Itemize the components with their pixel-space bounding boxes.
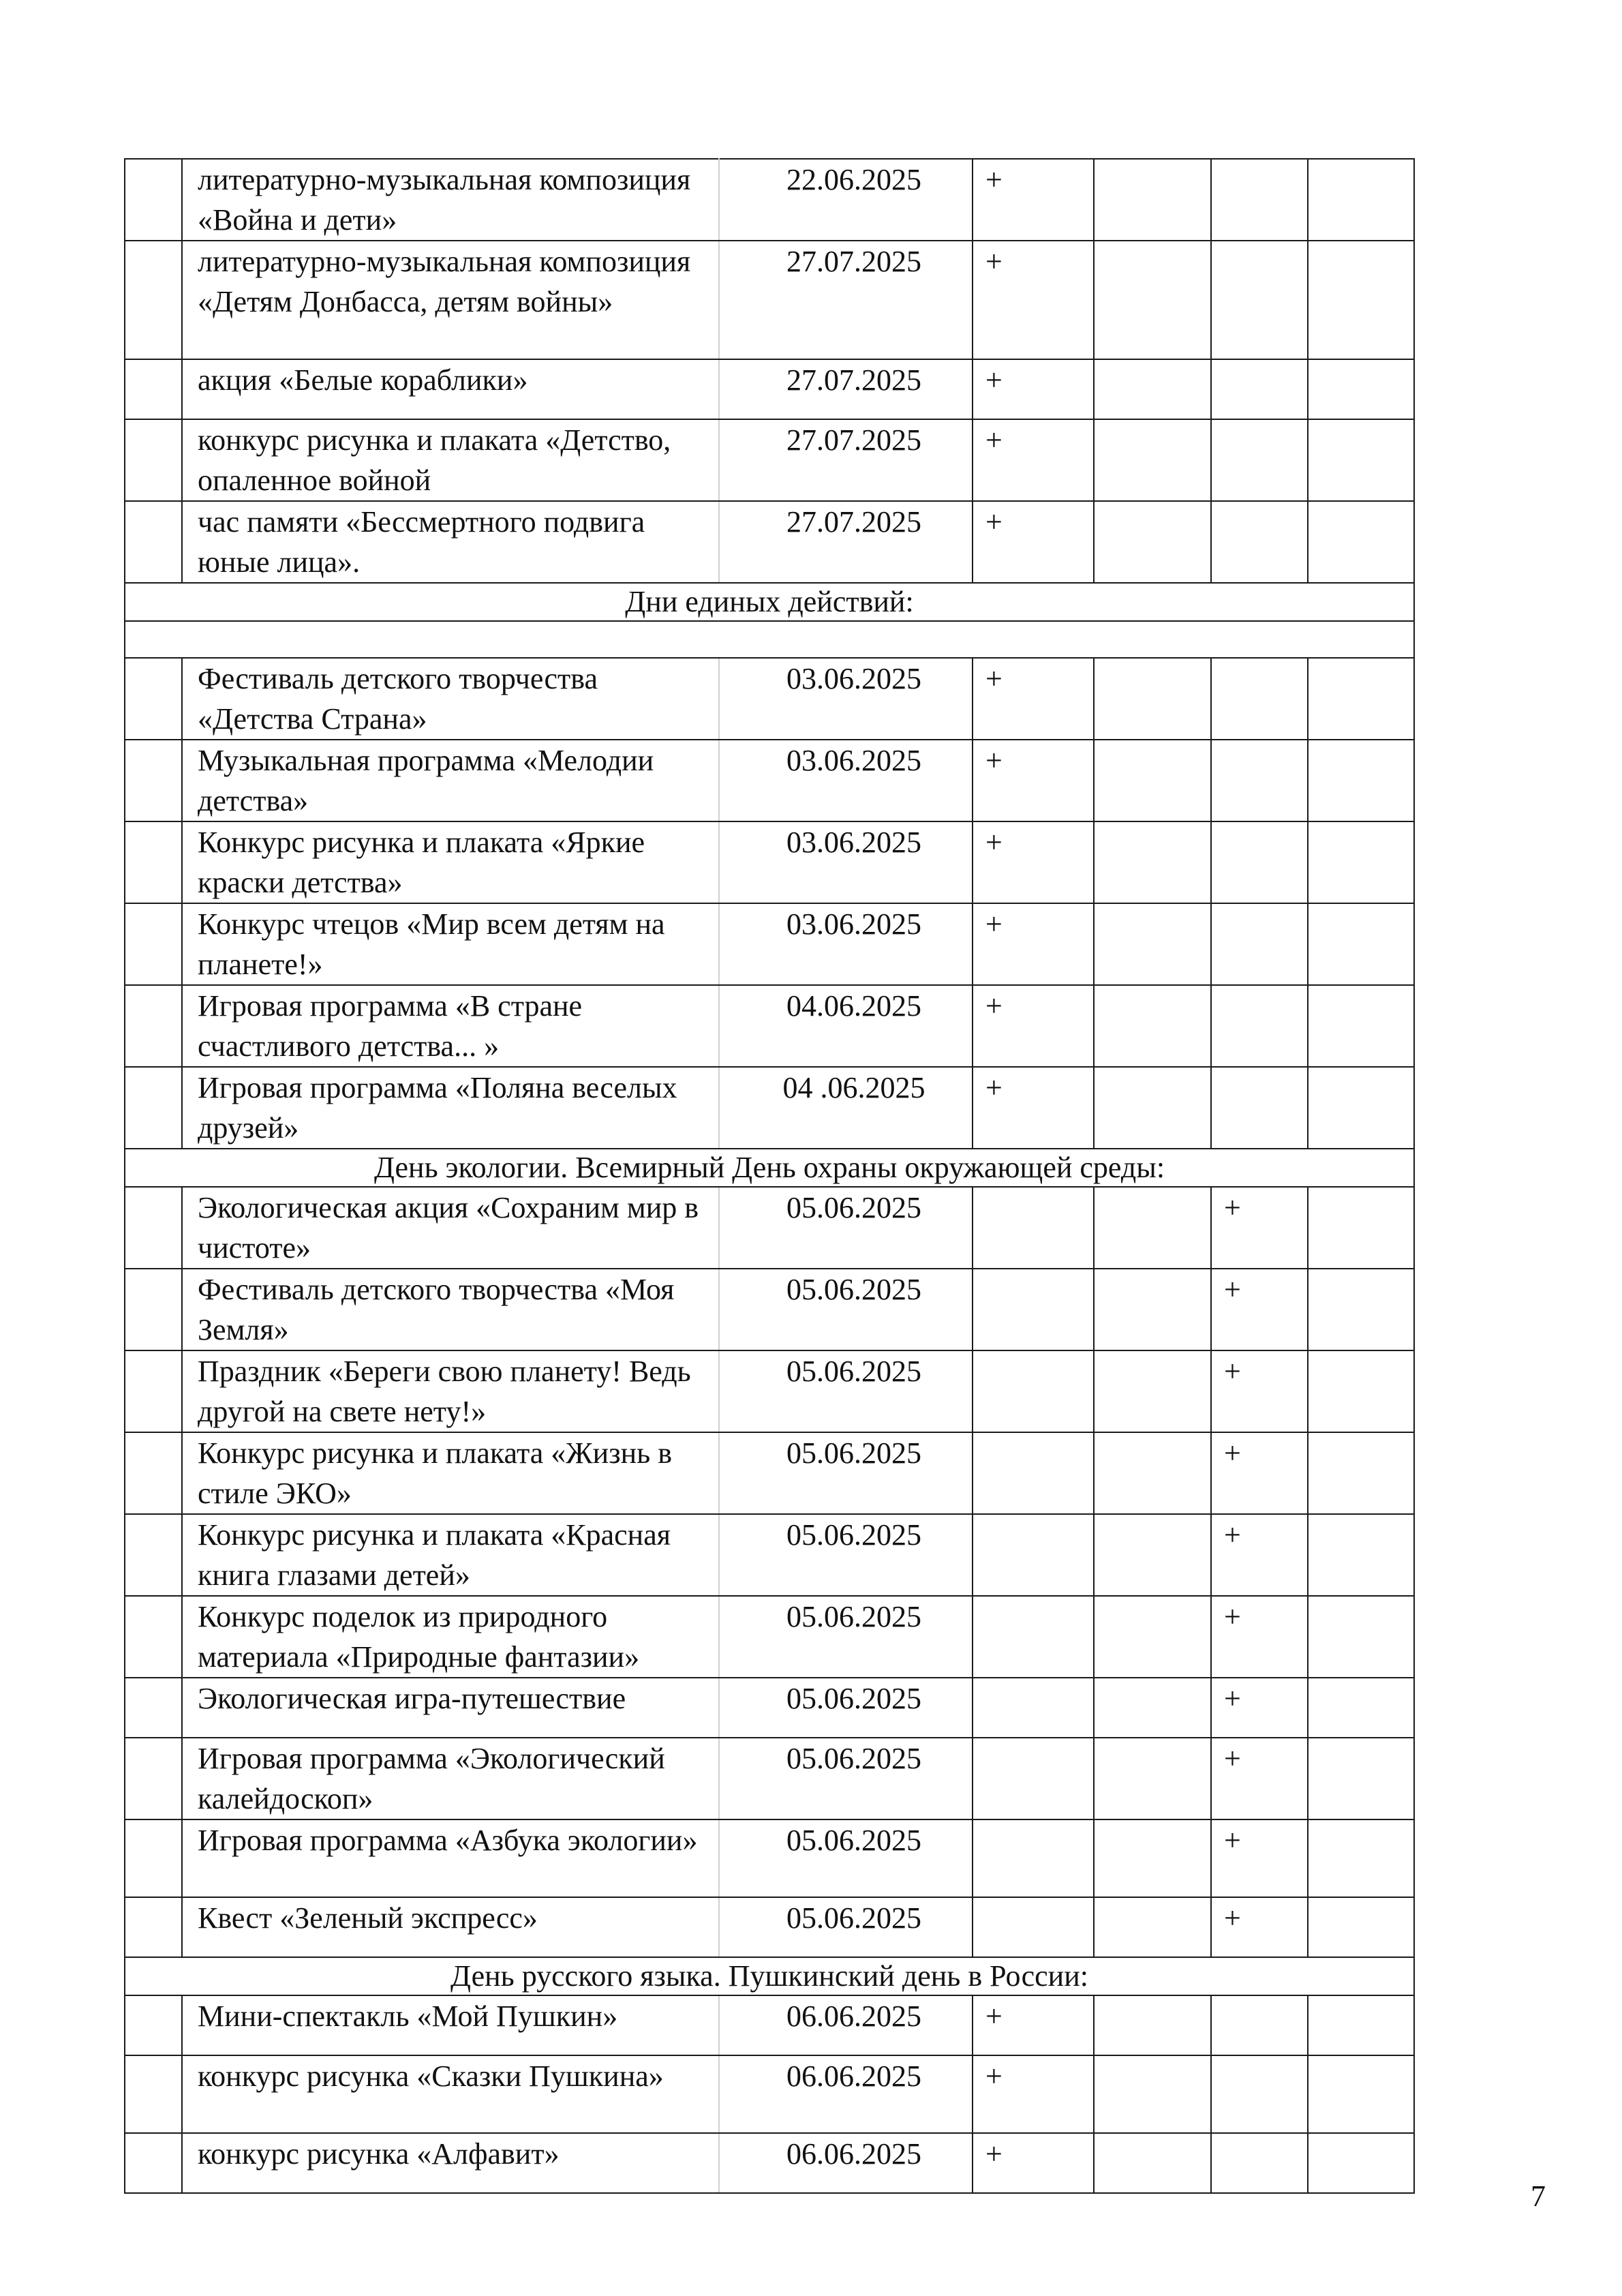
- event-name-cell: Конкурс рисунка и плаката «Яркие краски детства»: [182, 821, 719, 903]
- event-date-cell: 06.06.2025: [719, 2055, 973, 2133]
- event-name-cell: Фестиваль детского творчества «Детства Страна»: [182, 658, 719, 740]
- mark-cell-4: [1308, 740, 1414, 821]
- row-number-cell: [125, 1995, 182, 2055]
- event-name-cell: Конкурс поделок из природного материала «Природные фантазии»: [182, 1596, 719, 1678]
- mark-cell-4: [1308, 1432, 1414, 1514]
- mark-cell-4: [1308, 501, 1414, 583]
- mark-cell-1: +: [973, 2133, 1094, 2193]
- event-date-cell: 05.06.2025: [719, 1819, 973, 1897]
- table-row: [125, 1514, 1414, 1596]
- event-name-cell: конкурс рисунка «Сказки Пушкина»: [182, 2055, 719, 2133]
- mark-cell-3: +: [1211, 1596, 1308, 1678]
- row-number-cell: [125, 1350, 182, 1432]
- row-number-cell: [125, 419, 182, 501]
- mark-cell-2: [1094, 1432, 1211, 1514]
- mark-cell-2: [1094, 159, 1211, 241]
- event-name-cell: Экологическая игра-путешествие: [182, 1678, 719, 1738]
- event-date-cell: 05.06.2025: [719, 1596, 973, 1678]
- table-row: [125, 1819, 1414, 1897]
- event-date-cell: 05.06.2025: [719, 1269, 973, 1350]
- mark-cell-2: [1094, 1514, 1211, 1596]
- row-number-cell: [125, 1819, 182, 1897]
- row-number-cell: [125, 2133, 182, 2193]
- table-row: [125, 1067, 1414, 1149]
- table-row: [125, 658, 1414, 740]
- event-date-cell: 05.06.2025: [719, 1678, 973, 1738]
- events-table: [124, 158, 1415, 2194]
- row-number-cell: [125, 1738, 182, 1819]
- event-name-cell: час памяти «Бессмертного подвига юные лица».: [182, 501, 719, 583]
- event-date-cell: 06.06.2025: [719, 2133, 973, 2193]
- mark-cell-4: [1308, 159, 1414, 241]
- row-number-cell: [125, 1596, 182, 1678]
- mark-cell-2: [1094, 1678, 1211, 1738]
- mark-cell-3: +: [1211, 1187, 1308, 1269]
- mark-cell-1: [973, 1897, 1094, 1957]
- table-row: [125, 359, 1414, 419]
- section-heading: [125, 621, 1414, 658]
- mark-cell-1: [973, 1432, 1094, 1514]
- event-name-cell: Квест «Зеленый экспресс»: [182, 1897, 719, 1957]
- event-date-cell: 04.06.2025: [719, 985, 973, 1067]
- event-date-cell: 06.06.2025: [719, 1995, 973, 2055]
- event-name-cell: Конкурс чтецов «Мир всем детям на планете!»: [182, 903, 719, 985]
- event-name-cell: Игровая программа «В стране счастливого детства... »: [182, 985, 719, 1067]
- event-name-cell: Мини-спектакль «Мой Пушкин»: [182, 1995, 719, 2055]
- mark-cell-1: [973, 1350, 1094, 1432]
- event-date-cell: 03.06.2025: [719, 903, 973, 985]
- mark-cell-2: [1094, 1350, 1211, 1432]
- mark-cell-2: [1094, 2133, 1211, 2193]
- mark-cell-3: +: [1211, 1678, 1308, 1738]
- section-heading: Дни единых действий:: [125, 583, 1414, 621]
- table-row: [125, 1596, 1414, 1678]
- event-name-cell: Музыкальная программа «Мелодии детства»: [182, 740, 719, 821]
- mark-cell-3: [1211, 159, 1308, 241]
- mark-cell-3: [1211, 501, 1308, 583]
- table-row: [125, 1187, 1414, 1269]
- mark-cell-2: [1094, 1596, 1211, 1678]
- table-row: [125, 241, 1414, 359]
- event-name-cell: литературно-музыкальная композиция «Война и дети»: [182, 159, 719, 241]
- table-row: [125, 1678, 1414, 1738]
- mark-cell-4: [1308, 1738, 1414, 1819]
- mark-cell-1: +: [973, 2055, 1094, 2133]
- mark-cell-4: [1308, 1269, 1414, 1350]
- mark-cell-1: [973, 1738, 1094, 1819]
- row-number-cell: [125, 2055, 182, 2133]
- section-heading: День экологии. Всемирный День охраны окружающей среды:: [125, 1149, 1414, 1187]
- table-row: [125, 2055, 1414, 2133]
- table-row: [125, 821, 1414, 903]
- row-number-cell: [125, 658, 182, 740]
- mark-cell-2: [1094, 359, 1211, 419]
- section-row: [125, 583, 1414, 621]
- event-name-cell: акция «Белые кораблики»: [182, 359, 719, 419]
- mark-cell-1: +: [973, 903, 1094, 985]
- mark-cell-3: +: [1211, 1432, 1308, 1514]
- mark-cell-1: +: [973, 241, 1094, 359]
- event-date-cell: 27.07.2025: [719, 359, 973, 419]
- mark-cell-3: [1211, 658, 1308, 740]
- mark-cell-2: [1094, 658, 1211, 740]
- mark-cell-4: [1308, 1596, 1414, 1678]
- mark-cell-1: +: [973, 159, 1094, 241]
- event-name-cell: Игровая программа «Азбука экологии»: [182, 1819, 719, 1897]
- table-row: [125, 2133, 1414, 2193]
- row-number-cell: [125, 359, 182, 419]
- mark-cell-1: +: [973, 821, 1094, 903]
- event-date-cell: 27.07.2025: [719, 419, 973, 501]
- mark-cell-2: [1094, 501, 1211, 583]
- mark-cell-2: [1094, 1269, 1211, 1350]
- mark-cell-2: [1094, 1819, 1211, 1897]
- mark-cell-1: +: [973, 1995, 1094, 2055]
- section-row: [125, 1149, 1414, 1187]
- mark-cell-4: [1308, 1897, 1414, 1957]
- event-name-cell: Экологическая акция «Сохраним мир в чистоте»: [182, 1187, 719, 1269]
- mark-cell-3: +: [1211, 1897, 1308, 1957]
- section-row: [125, 1957, 1414, 1995]
- mark-cell-4: [1308, 1514, 1414, 1596]
- event-name-cell: Праздник «Береги свою планету! Ведь другой на свете нету!»: [182, 1350, 719, 1432]
- mark-cell-1: +: [973, 658, 1094, 740]
- mark-cell-4: [1308, 1678, 1414, 1738]
- mark-cell-4: [1308, 359, 1414, 419]
- mark-cell-1: +: [973, 501, 1094, 583]
- mark-cell-3: [1211, 1995, 1308, 2055]
- events-table-body: [125, 159, 1414, 2193]
- mark-cell-2: [1094, 419, 1211, 501]
- mark-cell-4: [1308, 658, 1414, 740]
- row-number-cell: [125, 501, 182, 583]
- row-number-cell: [125, 1067, 182, 1149]
- event-date-cell: 05.06.2025: [719, 1738, 973, 1819]
- table-row: [125, 740, 1414, 821]
- mark-cell-2: [1094, 1995, 1211, 2055]
- event-date-cell: 05.06.2025: [719, 1187, 973, 1269]
- event-name-cell: Конкурс рисунка и плаката «Жизнь в стиле ЭКО»: [182, 1432, 719, 1514]
- table-row: [125, 985, 1414, 1067]
- mark-cell-3: [1211, 359, 1308, 419]
- mark-cell-4: [1308, 1067, 1414, 1149]
- mark-cell-2: [1094, 985, 1211, 1067]
- mark-cell-3: +: [1211, 1269, 1308, 1350]
- table-row: [125, 159, 1414, 241]
- section-row: [125, 621, 1414, 658]
- mark-cell-3: [1211, 2133, 1308, 2193]
- mark-cell-1: [973, 1819, 1094, 1897]
- event-name-cell: литературно-музыкальная композиция «Детям Донбасса, детям войны»: [182, 241, 719, 359]
- table-row: [125, 1738, 1414, 1819]
- mark-cell-4: [1308, 1995, 1414, 2055]
- row-number-cell: [125, 1187, 182, 1269]
- mark-cell-1: [973, 1678, 1094, 1738]
- row-number-cell: [125, 159, 182, 241]
- event-name-cell: конкурс рисунка «Алфавит»: [182, 2133, 719, 2193]
- event-date-cell: 05.06.2025: [719, 1350, 973, 1432]
- mark-cell-3: [1211, 419, 1308, 501]
- mark-cell-3: +: [1211, 1514, 1308, 1596]
- mark-cell-2: [1094, 1067, 1211, 1149]
- table-row: [125, 1995, 1414, 2055]
- event-date-cell: 27.07.2025: [719, 241, 973, 359]
- event-date-cell: 05.06.2025: [719, 1432, 973, 1514]
- event-date-cell: 03.06.2025: [719, 821, 973, 903]
- row-number-cell: [125, 903, 182, 985]
- row-number-cell: [125, 1678, 182, 1738]
- event-name-cell: Конкурс рисунка и плаката «Красная книга глазами детей»: [182, 1514, 719, 1596]
- row-number-cell: [125, 1269, 182, 1350]
- row-number-cell: [125, 985, 182, 1067]
- event-date-cell: 03.06.2025: [719, 740, 973, 821]
- mark-cell-3: +: [1211, 1738, 1308, 1819]
- mark-cell-1: +: [973, 359, 1094, 419]
- mark-cell-1: [973, 1514, 1094, 1596]
- table-row: [125, 501, 1414, 583]
- mark-cell-3: [1211, 985, 1308, 1067]
- event-name-cell: конкурс рисунка и плаката «Детство, опаленное войной: [182, 419, 719, 501]
- mark-cell-4: [1308, 2133, 1414, 2193]
- page-number: 7: [1531, 2179, 1546, 2213]
- mark-cell-2: [1094, 241, 1211, 359]
- mark-cell-2: [1094, 1738, 1211, 1819]
- table-row: [125, 419, 1414, 501]
- mark-cell-2: [1094, 821, 1211, 903]
- mark-cell-3: +: [1211, 1819, 1308, 1897]
- mark-cell-4: [1308, 821, 1414, 903]
- mark-cell-4: [1308, 1187, 1414, 1269]
- mark-cell-3: [1211, 821, 1308, 903]
- mark-cell-4: [1308, 1350, 1414, 1432]
- event-name-cell: Игровая программа «Экологический калейдоскоп»: [182, 1738, 719, 1819]
- event-date-cell: 04 .06.2025: [719, 1067, 973, 1149]
- mark-cell-3: [1211, 740, 1308, 821]
- mark-cell-1: [973, 1187, 1094, 1269]
- row-number-cell: [125, 1514, 182, 1596]
- mark-cell-3: +: [1211, 1350, 1308, 1432]
- mark-cell-2: [1094, 740, 1211, 821]
- mark-cell-3: [1211, 241, 1308, 359]
- table-row: [125, 1432, 1414, 1514]
- section-heading: День русского языка. Пушкинский день в России:: [125, 1957, 1414, 1995]
- mark-cell-4: [1308, 2055, 1414, 2133]
- mark-cell-1: [973, 1269, 1094, 1350]
- event-date-cell: 03.06.2025: [719, 658, 973, 740]
- mark-cell-1: +: [973, 740, 1094, 821]
- table-row: [125, 1350, 1414, 1432]
- row-number-cell: [125, 740, 182, 821]
- event-date-cell: 27.07.2025: [719, 501, 973, 583]
- mark-cell-4: [1308, 1819, 1414, 1897]
- mark-cell-2: [1094, 903, 1211, 985]
- event-date-cell: 05.06.2025: [719, 1897, 973, 1957]
- mark-cell-3: [1211, 2055, 1308, 2133]
- mark-cell-4: [1308, 903, 1414, 985]
- table-row: [125, 1897, 1414, 1957]
- row-number-cell: [125, 241, 182, 359]
- mark-cell-2: [1094, 2055, 1211, 2133]
- mark-cell-1: +: [973, 985, 1094, 1067]
- mark-cell-2: [1094, 1187, 1211, 1269]
- row-number-cell: [125, 821, 182, 903]
- table-row: [125, 1269, 1414, 1350]
- event-name-cell: Фестиваль детского творчества «Моя Земля»: [182, 1269, 719, 1350]
- mark-cell-4: [1308, 985, 1414, 1067]
- mark-cell-2: [1094, 1897, 1211, 1957]
- event-date-cell: 22.06.2025: [719, 159, 973, 241]
- mark-cell-4: [1308, 241, 1414, 359]
- event-date-cell: 05.06.2025: [719, 1514, 973, 1596]
- mark-cell-4: [1308, 419, 1414, 501]
- row-number-cell: [125, 1432, 182, 1514]
- mark-cell-3: [1211, 1067, 1308, 1149]
- mark-cell-1: +: [973, 1067, 1094, 1149]
- event-name-cell: Игровая программа «Поляна веселых друзей»: [182, 1067, 719, 1149]
- table-row: [125, 903, 1414, 985]
- mark-cell-1: [973, 1596, 1094, 1678]
- mark-cell-3: [1211, 903, 1308, 985]
- row-number-cell: [125, 1897, 182, 1957]
- mark-cell-1: +: [973, 419, 1094, 501]
